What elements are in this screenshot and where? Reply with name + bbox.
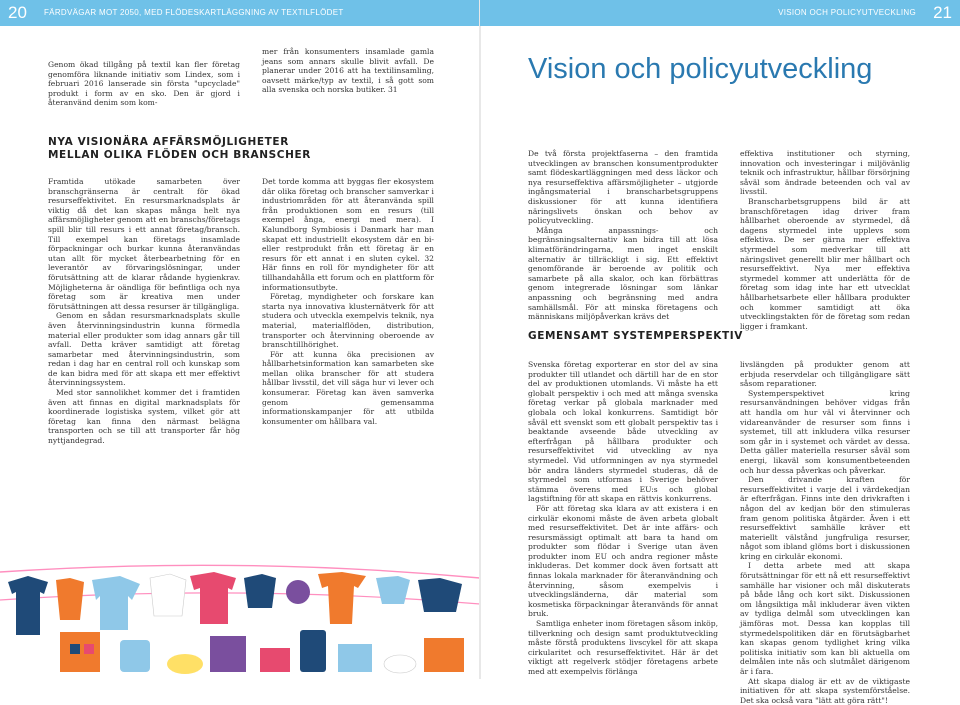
paragraph: Företag, myndigheter och forskare kan starta nya innovativa klusternätverk för att studera och utveckla exempelvis teknik, nya material, materialflöden, distribution, transporter och återvinning oberoende av branschtillhörighet.	[262, 292, 434, 350]
intro-column-1	[48, 60, 240, 108]
paragraph: Att skapa dialog är ett av de viktigaste initiativen för att skapa systemförståelse. Det ska också vara "lätt att göra rätt"!	[740, 676, 910, 705]
body-column-2	[262, 177, 434, 426]
section-heading: NYA VISIONÄRA AFFÄRSMÖJLIGHETER MELLAN OLIKA FLÖDEN OCH BRANSCHER	[48, 136, 311, 161]
paragraph: Genom ökad tillgång på textil kan fler företag genomföra liknande initiativ som Lindex, som i februari 2016 lanserade sin första "upcyclade" produkt i form av en sko. Den är gjord i återanvänd denim som kom-	[48, 60, 240, 108]
paragraph: För att kunna öka precisionen av hållbarhetsinformation kan samarbeten ske mellan olika branscher för att studera hållbar livsstil, det vill säga hur vi lever och konsumerar. Företag kan även samverka genom gemensamma informationskampanjer för att utbilda konsumenter om hållbara val.	[262, 349, 434, 426]
paragraph: Systemperspektivet kring resursanvändningen behöver vidgas från att handla om hur väl vi återvinner och vidareanvänder de resurser som finns i systemet, till att inkludera vilka resurser som går in i systemet och värdet av dessa. Detta gäller materiella resurser såväl som energi, likaväl som konsumentbeteenden och hur dessa påverkas och påverkar.	[740, 388, 910, 475]
paragraph: mer från konsumenters insamlade gamla jeans som annars skulle blivit avfall. De planerar under 2016 att ha textilinsamling, oavsett märke/typ av textil, i så gott som alla svenska och norska butiker. 31	[262, 47, 434, 95]
paragraph: De två första projektfaserna – den framtida utvecklingen av branschen konsumentprodukter samt flödeskartläggningen med dess läckor och nya resurseffektiva affärsmöjligheter – utgjorde ingångsmaterial i branscharbetsgruppens diskussioner för att kunna identifiera näringslivets önskan och behov av policyutveckling.	[528, 149, 718, 226]
right-column-2-top	[740, 149, 910, 331]
right-column-1-bottom	[528, 360, 718, 677]
paragraph: Svenska företag exporterar en stor del av sina produkter till utlandet och därtill har de en stor del av produktionen utomlands. Vi måste ha ett globalt perspektiv i och med att många svenska företag verkar på globala marknader med globala och lokal konkurrens. Samtidigt bör såväl ett svenskt som ett globalt perspektiv tas i beaktande avseende både utveckling av efterfrågan på hållbara produkter och resurseffektivitet vid utveckling av nya styrmedel. Vid utformningen av nya styrmedel bör andra länders styrmedel studeras, då de styrmedel som utformas i Sverige behöver stämma överens med EU:s och global lagstiftning för att skapa en rättvis konkurrens.	[528, 360, 718, 504]
paragraph: effektiva institutioner och styrning, innovation och investeringar i miljövänlig teknik och infrastruktur, hållbar försörjning såväl som ändrade beteenden och val av livsstil.	[740, 149, 910, 197]
right-column-1-top	[528, 149, 718, 322]
page-number: 21	[933, 3, 952, 22]
paragraph: Med stor sannolikhet kommer det i framtiden även att finnas en digital marknadsplats för koordinerade logistiska system, vilket gör att företag kan finna den närmast belägna transporten och se till att transporter får hög nyttjandegrad.	[48, 388, 240, 446]
running-header: VISION OCH POLICYUTVECKLING	[778, 8, 916, 17]
paragraph: Branscharbetsgruppens bild är att branschföretagen idag driver fram hållbarhet oberoende av styrmedel, då dagens styrmedel inte upplevs som effektiva. De ser gärna mer effektiva styrmedel som medverkar till att näringslivet generellt blir mer hållbart och resurseffektivt. Nya mer effektiva styrmedel kommer att underlätta för de företag som idag inte har ett utvecklat hållbarhetsarbete eller hållbara produkter och kommer samtidigt att öka utvecklingstakten för de företag som redan ligger i framkant.	[740, 196, 910, 331]
page-headline: Vision och policyutveckling	[528, 53, 873, 85]
paragraph: Många anpassnings- och begränsningsalternativ kan bidra till att lösa klimatförändringarna, men inget enskilt alternativ är tillräckligt i sig. Ett effektivt genomförande är beroende av politik och samarbete på alla skalor, och kan förbättras genom integrerade lösningar som länkar anpassning och begränsning med andra samhällsmål. För att minska företagens och människans miljöpåverkan krävs det	[528, 225, 718, 322]
paragraph: För att företag ska klara av att existera i en cirkulär ekonomi måste de även arbeta globalt med resurseffektivitet. Det är inte affärs- och resursmässigt optimalt att bara ta hand om produkter som flödar i Sverige utan även produkter inom EU och andra regioner måste inkluderas. Det kommer dock även fortsatt att finnas lokala marknader för återanvändning och återvinning, såsom exempelvis i utvecklingsländerna, där material som kosmetiska förpackningar återanvänds för annat bruk.	[528, 503, 718, 619]
section-heading: GEMENSAMT SYSTEMPERSPEKTIV	[528, 330, 743, 342]
intro-column-2	[262, 47, 434, 95]
paragraph: I detta arbete med att skapa förutsättningar för ett nå ett resurseffektivt samhälle har visioner och mål diskuterats på både lång och kort sikt. Diskussionen om långsiktiga mål inkluderar även vikten av tydliga delmål som utvecklingen kan jämföras mot. Dessa kan kopplas till styrmedelspolitiken där en förutsägbarhet kan skapas genom tydlighet kring vilka politiska initiativ som kan bli aktuella om delmålen inte nås och slutmålet därigenom är i fara.	[740, 561, 910, 676]
clothesline-illustration	[0, 560, 480, 679]
paragraph: livslängden på produkter genom att erbjuda reservdelar och tillgängligare sätt såsom reparationer.	[740, 360, 910, 389]
paragraph: Genom en sådan resursmarknadsplats skulle även återvinningsindustrin kunna förmedla material eller produkter som idag annars går till avfall. Detta kräver samtidigt att företag samarbetar med återvinningsindustrin, som redan i dag har en central roll och kunskap som de kan bidra med för att skapa ett mer effektivt återvinningssystem.	[48, 311, 240, 388]
paragraph: Framtida utökade samarbeten över branschgränserna är centralt för ökad resurseffektivitet. En resursmarknadsplats är viktig då det kan skapas många helt nya affärsmöjligheter genom att en branschs/företags spill blir till resurs i ett annat företag/bransch. Till exempel kan företags insamlade förpackningar och burkar kunna återanvändas utan allt för mycket återbearbetning för en leverantör av förvaringslösningar, under förutsättning att de klarar rådande hygienkrav. Möjligheterna är oändliga för befintliga och nya företag som är kreativa men under förutsättningen att dessa resurser är tillgängliga.	[48, 177, 240, 311]
running-header: FÄRDVÄGAR MOT 2050, MED FLÖDESKARTLÄGGNING AV TEXTILFLÖDET	[44, 8, 344, 17]
page-number: 20	[8, 3, 27, 22]
paragraph: Det torde komma att byggas fler ekosystem där olika företag och branscher samverkar i industriområden för att återanvända spill från produktionen som en resurs (till exempel ånga, energi med mera). I Kalundborg Symbiosis i Danmark har man skapat ett industriellt ekosystem där en bi- eller restprodukt från ett företag är en resurs för ett annat i en sluten cykel. 32 Här finns en roll för myndigheter för att tillhandahålla ett forum och en plattform för informationsutbyte.	[262, 177, 434, 292]
paragraph: Den drivande kraften för resurseffektivitet i varje del i värdekedjan är efterfrågan. Finns inte den drivkraften i någon del av kedjan bör den stimuleras fram genom politiska åtgärder. Även i ett resurseffektivt samhälle kräver ett materiellt välstånd jungfruliga resurser, något som ibland glöms bort i diskussionen kring en cirkulär ekonomi.	[740, 475, 910, 561]
body-column-1	[48, 177, 240, 446]
paragraph: Samtliga enheter inom företagen såsom inköp, tillverkning och design samt produktutveckling måste förstå produktens livscykel för att skapa cirkularitet och resurseffektivitet. Här är det viktigt att regelverk stödjer företagens arbete med att exempelvis förlänga	[528, 619, 718, 676]
left-page	[0, 0, 480, 679]
right-column-2-bottom	[740, 360, 910, 705]
